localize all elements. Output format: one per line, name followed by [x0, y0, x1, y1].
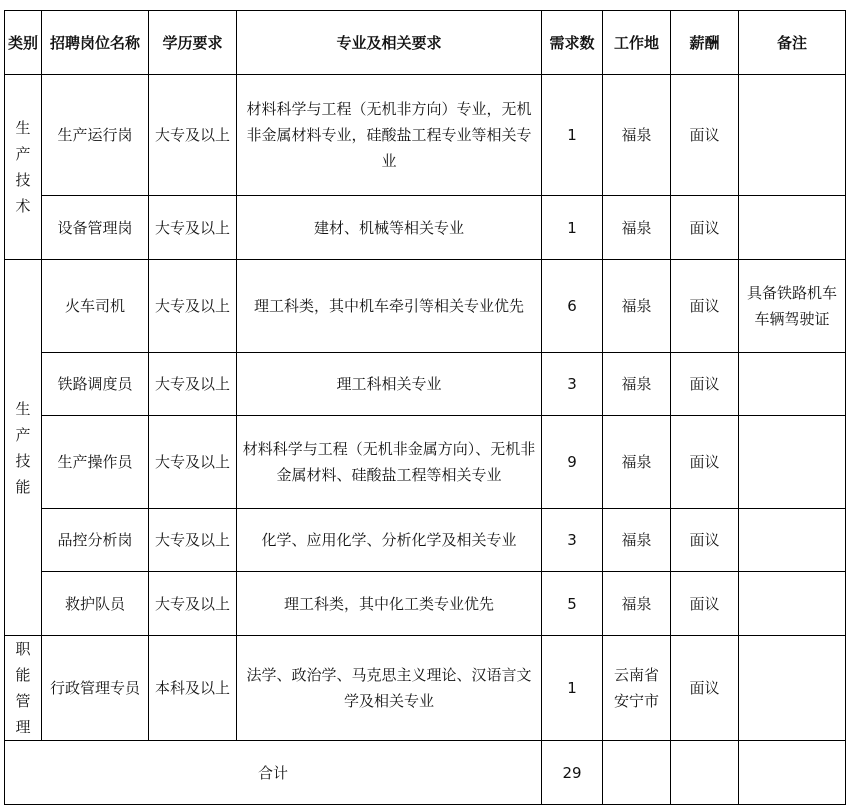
position-cell: 品控分析岗: [42, 509, 149, 572]
header-category: 类别: [5, 11, 42, 75]
major-cell: 材料科学与工程（无机非方向）专业，无机非金属材料专业，硅酸盐工程专业等相关专业: [237, 75, 542, 196]
table-header-row: [5, 11, 846, 75]
position-cell: 救护队员: [42, 572, 149, 636]
major-cell: 理工科相关专业: [237, 353, 542, 416]
header-count: 需求数: [542, 11, 603, 75]
remark-cell: [739, 416, 846, 509]
location-cell: 福泉: [603, 416, 671, 509]
table-row: [5, 416, 846, 509]
remark-cell: 具备铁路机车车辆驾驶证: [739, 260, 846, 353]
major-cell: 法学、政治学、马克思主义理论、汉语言文学及相关专业: [237, 636, 542, 741]
remark-cell: [739, 196, 846, 260]
education-cell: 本科及以上: [149, 636, 237, 741]
total-salary: [671, 741, 739, 805]
location-cell: 福泉: [603, 353, 671, 416]
total-count: 29: [542, 741, 603, 805]
header-remark: 备注: [739, 11, 846, 75]
education-cell: 大专及以上: [149, 509, 237, 572]
category-cell: 生产技术: [5, 75, 42, 260]
position-cell: 生产操作员: [42, 416, 149, 509]
major-cell: 理工科类，其中机车牵引等相关专业优先: [237, 260, 542, 353]
location-cell: 福泉: [603, 196, 671, 260]
location-cell: 福泉: [603, 509, 671, 572]
header-position: 招聘岗位名称: [42, 11, 149, 75]
table-row: [5, 75, 846, 196]
salary-cell: 面议: [671, 196, 739, 260]
header-location: 工作地: [603, 11, 671, 75]
count-cell: 1: [542, 75, 603, 196]
major-cell: 材料科学与工程（无机非金属方向）、无机非金属材料、硅酸盐工程等相关专业: [237, 416, 542, 509]
table-row: [5, 572, 846, 636]
count-cell: 3: [542, 353, 603, 416]
salary-cell: 面议: [671, 509, 739, 572]
category-cell: 生产技能: [5, 260, 42, 636]
count-cell: 6: [542, 260, 603, 353]
remark-cell: [739, 509, 846, 572]
education-cell: 大专及以上: [149, 416, 237, 509]
recruitment-table: [4, 10, 846, 805]
total-remark: [739, 741, 846, 805]
remark-cell: [739, 572, 846, 636]
category-cell: 职能管理: [5, 636, 42, 741]
position-cell: 铁路调度员: [42, 353, 149, 416]
major-cell: 理工科类，其中化工类专业优先: [237, 572, 542, 636]
education-cell: 大专及以上: [149, 75, 237, 196]
major-cell: 建材、机械等相关专业: [237, 196, 542, 260]
education-cell: 大专及以上: [149, 353, 237, 416]
major-cell: 化学、应用化学、分析化学及相关专业: [237, 509, 542, 572]
count-cell: 5: [542, 572, 603, 636]
total-location: [603, 741, 671, 805]
location-cell: 云南省安宁市: [603, 636, 671, 741]
position-cell: 火车司机: [42, 260, 149, 353]
total-label: 合计: [5, 741, 542, 805]
position-cell: 行政管理专员: [42, 636, 149, 741]
position-cell: 生产运行岗: [42, 75, 149, 196]
count-cell: 1: [542, 636, 603, 741]
header-major: 专业及相关要求: [237, 11, 542, 75]
table-row: [5, 353, 846, 416]
table-row: [5, 509, 846, 572]
education-cell: 大专及以上: [149, 572, 237, 636]
salary-cell: 面议: [671, 75, 739, 196]
remark-cell: [739, 353, 846, 416]
salary-cell: 面议: [671, 416, 739, 509]
salary-cell: 面议: [671, 636, 739, 741]
location-cell: 福泉: [603, 75, 671, 196]
remark-cell: [739, 75, 846, 196]
location-cell: 福泉: [603, 260, 671, 353]
count-cell: 1: [542, 196, 603, 260]
count-cell: 3: [542, 509, 603, 572]
education-cell: 大专及以上: [149, 260, 237, 353]
salary-cell: 面议: [671, 572, 739, 636]
count-cell: 9: [542, 416, 603, 509]
position-cell: 设备管理岗: [42, 196, 149, 260]
header-education: 学历要求: [149, 11, 237, 75]
table-row: [5, 260, 846, 353]
location-cell: 福泉: [603, 572, 671, 636]
header-salary: 薪酬: [671, 11, 739, 75]
remark-cell: [739, 636, 846, 741]
table-row: [5, 636, 846, 741]
salary-cell: 面议: [671, 260, 739, 353]
salary-cell: 面议: [671, 353, 739, 416]
education-cell: 大专及以上: [149, 196, 237, 260]
table-row: [5, 196, 846, 260]
total-row: [5, 741, 846, 805]
